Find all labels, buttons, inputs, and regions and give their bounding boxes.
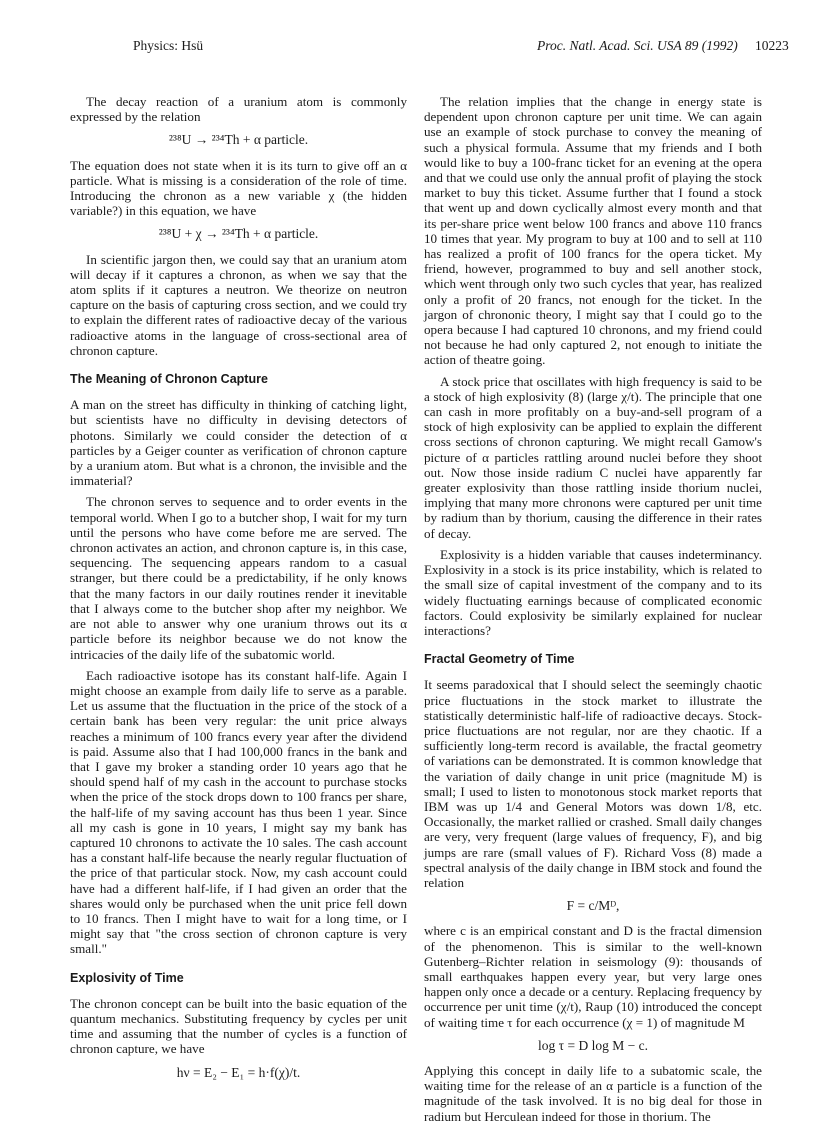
section-heading: The Meaning of Chronon Capture	[70, 372, 268, 387]
paragraph: The chronon concept can be built into the basic equation of the quantum mechanics. Substituting frequency by cycles per unit time and assuming that the number of cycles is a function of chronon capture, we have	[70, 995, 407, 1057]
equation-chronon-decay: ²³⁸U + χ → ²³⁴Th + α particle.	[158, 226, 319, 242]
paragraph: It seems paradoxical that I should select the seemingly chaotic price fluctuations in the stock market to illustrate the statistically deterministic half-life of radioactive decays. Stock-price fluctuations are not regular, nor are they chaotic. If a sufficiently long-term record is available, the fractal geometry of variations can be demonstrated. It is common knowledge that the variation of daily change in unit price (magnitude M) is small; I used to listen to monotonous stock market reports that IBM was up 1/4 and General Motors was down 1/8, etc. Occasionally, the market rallied or crashed. Small daily changes are very, very frequent (large values of frequency, F), and big jumps are rare (small values of F). Richard Voss (8) made a spectral analysis of the daily change in IBM stock and found the relation	[424, 677, 762, 890]
paragraph: A stock price that oscillates with high frequency is said to be a stock of high explosivity (8) (large χ/t). The principle that one can cash in more profitably on a buy-and-sell program of a stock of high explosivity can be applied to explain the different cross sections of chronon capturing. We might recall Gamow's picture of α particles rattling around nuclei before they shoot out. Now those inside radium C nuclei have apparently far greater explosivity than those rattling inside thorium nuclei, implying that many more chronons were captured per unit time by radium than by thorium, causing the difference in their rates of decay.	[424, 373, 762, 541]
running-head: Physics: Hsü	[133, 38, 204, 53]
paragraph: A man on the street has difficulty in thinking of catching light, but scientists have no difficulty in devising detectors of photons. Similarly we could consider the detection of α particles by a Geiger counter as verification of chronon capture by a uranium atom. But what is a chronon, the invisible and the immaterial?	[70, 397, 407, 489]
left-column	[70, 94, 407, 1090]
paragraph: Each radioactive isotope has its constant half-life. Again I might choose an example from daily life to serve as a parable. Let us assume that the fluctuation in the price of the stock of a certain bank has been very regular: the unit price always reaches a minimum of 100 francs every year after the dividend is paid. Assume also that I had 100,000 francs in the bank and that I gave my broker a standing order 10 years ago that he should spend half of my cash in the account to purchase stocks when the price of the stock drops down to 100 francs per share, the half-life of my saving account has thus been 1 year. Since all my cash is gone in 10 years, I might say my bank has captured 10 chronons to activate the 10 sales. The cash account has a constant half-life because the nearly regular fluctuation of the price of that particular stock. Now, my cash account could have had a different half-life, if I had given an order that the shares would only be purchased when the unit price fell down to 10 francs. Then I might have to wait for a long time, or I might say that "the cross section of chronon capture is very small."	[70, 667, 407, 957]
paragraph: where c is an empirical constant and D is the fractal dimension of the phenomenon. This is similar to the well-known Gutenberg–Richter relation in seismology (9): thousands of small earthquakes happen every year, but very large ones happen only once a decade or a century. Replacing frequency by occurrence per unit time (χ/t), Raup (10) introduced the concept of waiting time τ for each occurrence (χ = 1) of magnitude M	[424, 923, 762, 1030]
equation-uranium-decay: ²³⁸U → ²³⁴Th + α particle.	[168, 132, 309, 148]
equation-waiting-time: log τ = D log M − c.	[538, 1037, 648, 1053]
equation-power-law: F = c/Mᴰ,	[566, 898, 620, 914]
page-header	[0, 38, 816, 58]
paragraph: Explosivity is a hidden variable that causes indeterminancy. Explosivity in a stock is its price instability, which is related to the small size of capital investment of the company and to its widely fluctuating earnings because of complicated economic factors. Could explosivity be similarly explained for nuclear interactions?	[424, 546, 762, 638]
page-number: 10223	[755, 38, 789, 53]
paragraph: The decay reaction of a uranium atom is commonly expressed by the relation	[70, 94, 407, 125]
equation-quantum: hν = E₂ − E₁ = h·f(χ)/t.	[176, 1064, 301, 1080]
section-heading: Fractal Geometry of Time	[424, 652, 575, 667]
journal-citation: Proc. Natl. Acad. Sci. USA 89 (1992)	[537, 38, 738, 53]
paragraph: Applying this concept in daily life to a subatomic scale, the waiting time for the release of an α particle is a function of the magnitude of the task involved. It is no big deal for those in radium but Herculean indeed for those in thorium. The	[424, 1062, 762, 1124]
paragraph: The chronon serves to sequence and to order events in the temporal world. When I go to a butcher shop, I wait for my turn until the persons who have come before me are served. The chronon activates an action, and chronon capture is, in this case, sequencing. The sequencing appears random to a casual stranger, but there could be a predictability, if he only knows that the many factors in our daily routines render it inevitable that I always come to the butcher shop after my neighbor. We are not able to answer why one uranium throws out its α particle before its neighbor because we do not know the intricacies of the daily life of the subatomic world.	[70, 494, 407, 662]
paragraph: In scientific jargon then, we could say that an uranium atom will decay if it captures a chronon, as when we say that the atom splits if it captures a neutron. We theorize on neutron capture on the basis of capturing cross section, and we could try to explain the different rates of radioactive decay of the various radioactive atoms in the language of cross-sectional area of chronon capture.	[70, 251, 407, 358]
paragraph: The relation implies that the change in energy state is dependent upon chronon capture per unit time. We can again use an example of stock purchase to convey the meaning of such a physical formula. Assume that my friends and I both would like to buy a 100-franc ticket for an evening at the opera and that we could use only the annual profit of playing the stock market to buy this ticket. Assume further that I found a stock that went up and down cyclically almost every month and that its per-share price went below 100 francs and above 110 francs 10 times that year. My program to buy at 100 and to sell at 110 has realized a profit of 100 francs for the opera ticket. My friend, however, programmed to buy and sell another stock, which went through only two such cycles that year, has realized only a profit of 20 francs, not enough for the ticket. In the jargon of chrononic theory, I might say that I could go to the opera because I had captured 10 chronons, and my friend could not because he had only captured 2, not enough to initiate the action of theatre going.	[424, 94, 762, 368]
right-column	[424, 94, 762, 1130]
paragraph: The equation does not state when it is its turn to give off an α particle. What is missing is a consideration of the role of time. Introducing the chronon as a new variable χ (the hidden variable?) in this equation, we have	[70, 157, 407, 219]
section-heading: Explosivity of Time	[70, 970, 184, 985]
